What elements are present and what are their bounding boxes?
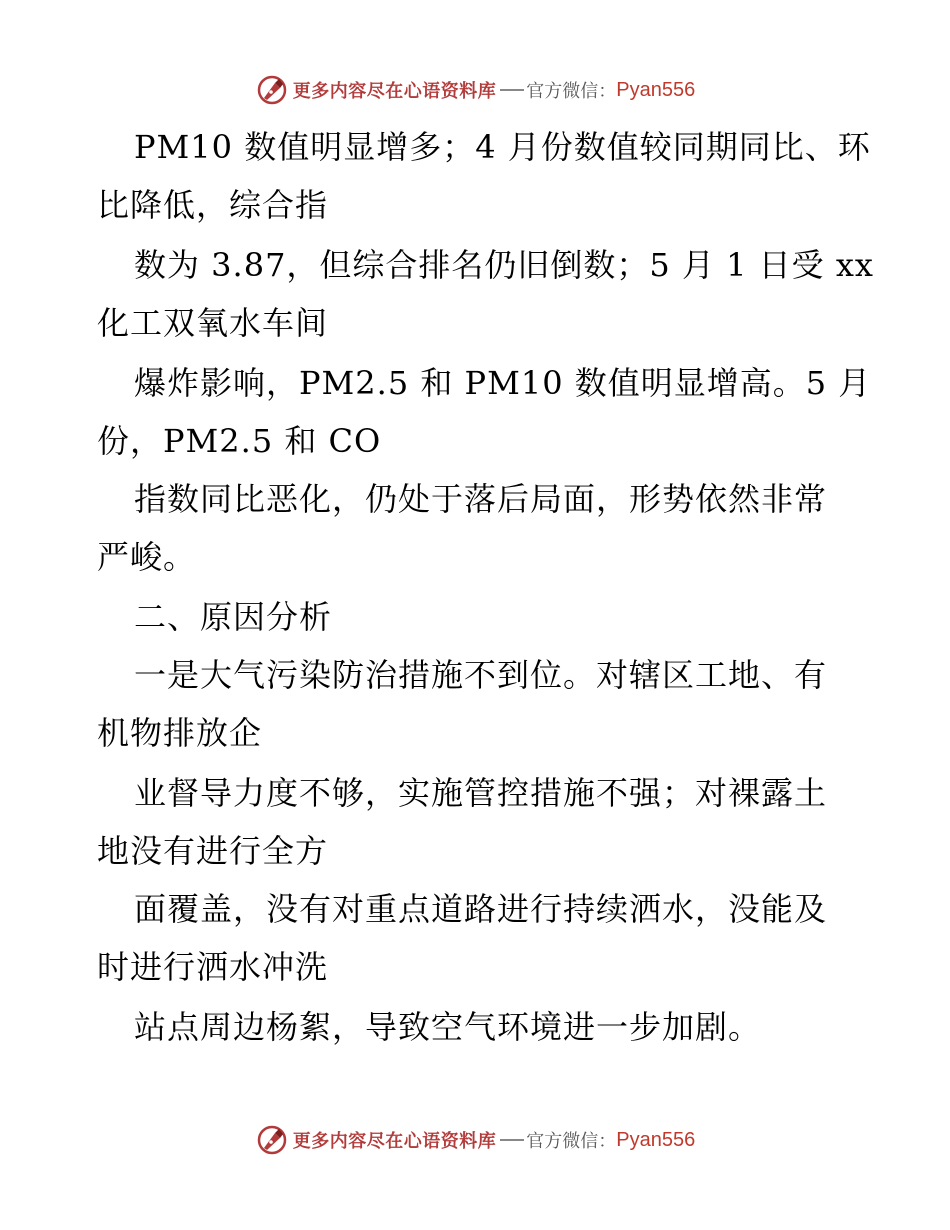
banner-brand-text: 更多内容尽在心语资料库 [292,81,497,102]
body-line-11: 机物排放企 [97,714,263,752]
pen-nib-logo-icon [255,73,289,107]
pen-nib-logo-icon [255,1123,289,1157]
body-line-2: 比降低，综合指 [97,186,329,224]
body-line-12: 业督导力度不够，实施管控措施不强；对裸露土 [134,774,828,812]
banner-brand-text: 更多内容尽在心语资料库 [292,1131,497,1152]
body-line-13: 地没有进行全方 [97,832,329,870]
body-line-5: 爆炸影响，PM2.5 和 PM10 数值明显增高。5 月 [134,364,872,402]
body-line-3: 数为 3.87，但综合排名仍旧倒数；5 月 1 日受 xx [134,246,874,284]
body-line-16: 站点周边杨絮，导致空气环境进一步加剧。 [134,1008,762,1046]
banner-wechat-id: Pyan556 [616,78,696,101]
banner-separator [500,89,524,91]
body-line-14: 面覆盖，没有对重点道路进行持续洒水，没能及 [134,890,828,928]
banner-wechat-id: Pyan556 [616,1128,696,1151]
header-banner [0,72,950,108]
body-line-1: PM10 数值明显增多；4 月份数值较同期同比、环 [134,128,871,166]
body-line-10: 一是大气污染防治措施不到位。对辖区工地、有 [134,656,828,694]
body-line-6: 份，PM2.5 和 CO [97,422,382,460]
banner-separator [500,1139,524,1141]
body-line-4: 化工双氧水车间 [97,304,329,342]
body-line-15: 时进行洒水冲洗 [97,948,329,986]
banner-wechat-label: 官方微信： [526,81,617,102]
body-line-7: 指数同比恶化，仍处于落后局面，形势依然非常 [134,480,828,518]
banner-wechat-label: 官方微信： [526,1131,617,1152]
section-heading: 二、原因分析 [134,598,333,636]
footer-banner [0,1122,950,1158]
body-line-8: 严峻。 [97,538,197,576]
